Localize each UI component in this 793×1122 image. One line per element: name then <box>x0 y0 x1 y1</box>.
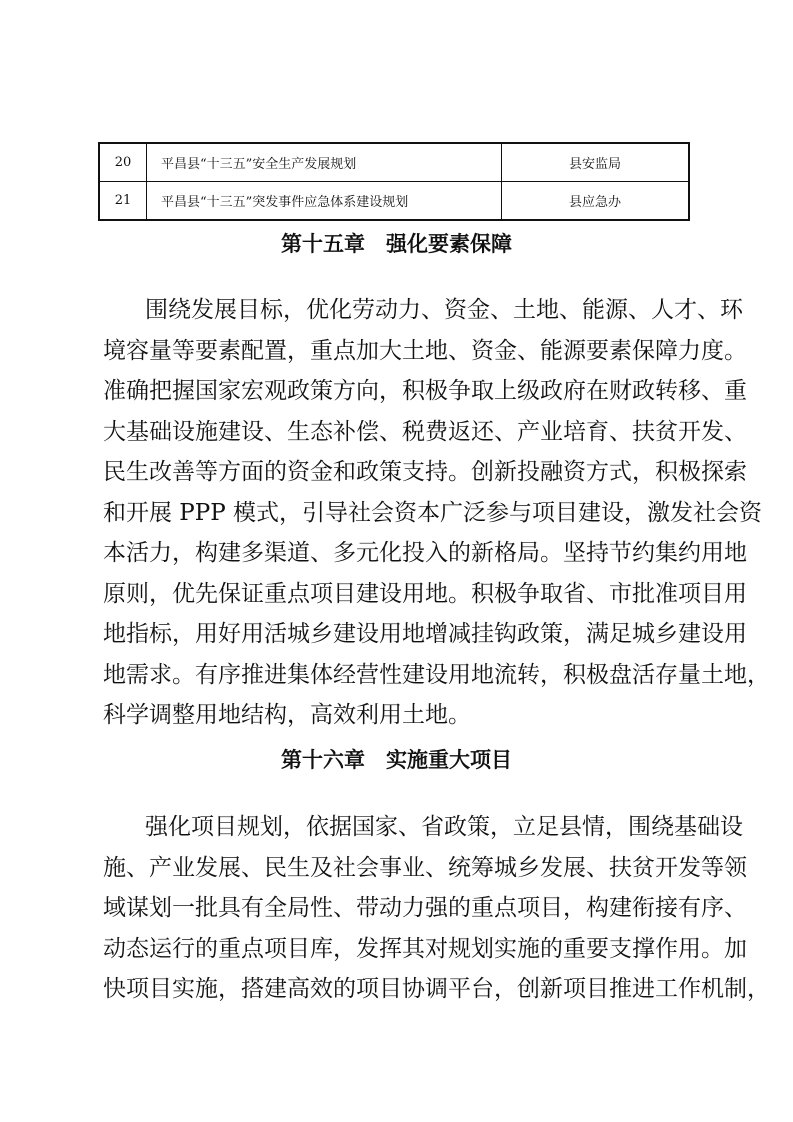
paragraph-line: 本活力，构建多渠道、多元化投入的新格局。坚持节约集约用地 <box>103 540 747 566</box>
paragraph-line: 域谋划一批具有全局性、带动力强的重点项目，构建衔接有序、 <box>103 895 747 921</box>
row-number: 21 <box>99 182 147 221</box>
paragraph-line: 快项目实施，搭建高效的项目协调平台，创新项目推进工作机制， <box>103 976 770 1002</box>
paragraph-line: 施、产业发展、民生及社会事业、统筹城乡发展、扶贫开发等领 <box>103 854 747 881</box>
paragraph-line: 原则，优先保证重点项目建设用地。积极争取省、市批准项目用 <box>103 580 747 607</box>
paragraph-line: 和开展 PPP 模式，引导社会资本广泛参与项目建设，激发社会资 <box>103 499 763 526</box>
paragraph-line: 境容量等要素配置，重点加大土地、资金、能源要素保障力度。 <box>103 337 747 364</box>
planning-table <box>98 142 690 221</box>
paragraph-line: 地需求。有序推进集体经营性建设用地流转，积极盘活存量土地， <box>103 661 770 688</box>
paragraph-line: 动态运行的重点项目库，发挥其对规划实施的重要支撑作用。加 <box>103 935 747 962</box>
paragraph-line: 准确把握国家宏观政策方向，积极争取上级政府在财政转移、重 <box>103 378 747 404</box>
plan-name: 平昌县“十三五”突发事件应急体系建设规划 <box>147 182 502 221</box>
responsible-dept: 县应急办 <box>502 182 690 221</box>
row-number: 20 <box>99 143 147 182</box>
paragraph-line: 强化项目规划，依据国家、省政策，立足县情，围绕基础设 <box>145 814 743 840</box>
paragraph-line: 围绕发展目标，优化劳动力、资金、土地、能源、人才、环 <box>145 297 743 323</box>
paragraph-line: 大基础设施建设、生态补偿、税费返还、产业培育、扶贫开发、 <box>103 418 747 445</box>
table-row <box>99 143 689 182</box>
paragraph-line: 地指标，用好用活城乡建设用地增减挂钩政策，满足城乡建设用 <box>103 621 747 647</box>
plan-name: 平昌县“十三五”安全生产发展规划 <box>147 143 502 182</box>
chapter-16-title: 第十六章 实施重大项目 <box>281 748 512 772</box>
table-row <box>99 182 689 221</box>
chapter-15-title: 第十五章 强化要素保障 <box>281 232 512 256</box>
paragraph-line: 科学调整用地结构，高效利用土地。 <box>103 702 471 728</box>
paragraph-line: 民生改善等方面的资金和政策支持。创新投融资方式，积极探索 <box>103 459 747 485</box>
responsible-dept: 县安监局 <box>502 143 690 182</box>
